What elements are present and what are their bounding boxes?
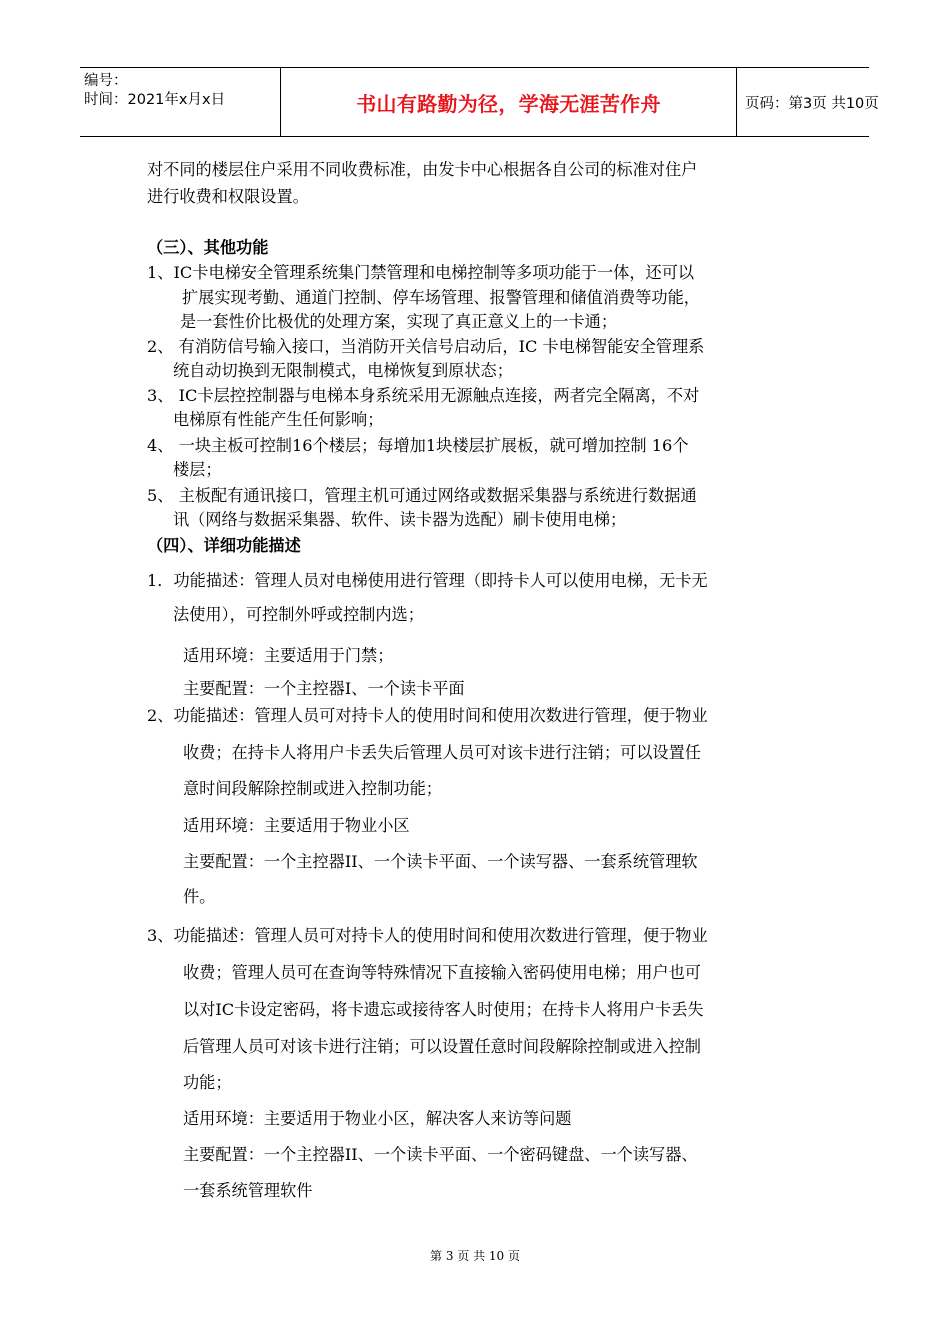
list-item-line: 3、功能描述：管理人员可对持卡人的使用时间和使用次数进行管理，便于物业 <box>147 926 708 945</box>
list-item-line: 收费；管理人员可在查询等特殊情况下直接输入密码使用电梯；用户也可 <box>183 963 701 982</box>
serial-number-label: 编号： <box>84 73 128 89</box>
paragraph-line: 对不同的楼层住户采用不同收费标准，由发卡中心根据各自公司的标准对住户 <box>147 160 698 179</box>
list-item-line: 适用环境：主要适用于门禁； <box>183 646 394 665</box>
list-item-line: 适用环境：主要适用于物业小区，解决客人来访等问题 <box>183 1109 572 1128</box>
header-meta-cell <box>80 68 280 136</box>
page-number-label: 页码：第3页 共10页 <box>745 95 879 112</box>
list-item-line: 4、 一块主板可控制16个楼层；每增加1块楼层扩展板，就可增加控制 16个 <box>147 436 689 455</box>
list-item-line: 意时间段解除控制或进入控制功能； <box>183 779 442 798</box>
list-item-line: 1．功能描述：管理人员对电梯使用进行管理（即持卡人可以使用电梯，无卡无 <box>147 571 708 590</box>
list-item-line: 2、功能描述：管理人员可对持卡人的使用时间和使用次数进行管理，便于物业 <box>147 706 708 725</box>
paragraph-line: 进行收费和权限设置。 <box>147 187 309 206</box>
list-item-line: 主要配置：一个主控器ⅠⅠ、一个读卡平面、一个密码键盘、一个读写器、 <box>183 1145 698 1164</box>
list-item-line: 件。 <box>183 887 216 906</box>
list-item-line: 是一套性价比极优的处理方案，实现了真正意义上的一卡通； <box>180 312 618 331</box>
list-item-line: 后管理人员可对该卡进行注销；可以设置任意时间段解除控制或进入控制 <box>183 1037 701 1056</box>
list-item-line: 一套系统管理软件 <box>183 1181 313 1200</box>
list-item-line: 5、 主板配有通讯接口，管理主机可通过网络或数据采集器与系统进行数据通 <box>147 486 697 505</box>
header-page-cell <box>736 68 879 136</box>
list-item-line: 3、 IC卡层控控制器与电梯本身系统采用无源触点连接，两者完全隔离，不对 <box>147 386 700 405</box>
date-label: 时间：2021年x月x日 <box>84 92 226 108</box>
section-heading-other-functions: （三）、其他功能 <box>147 238 269 257</box>
header-motto-cell <box>280 68 737 136</box>
list-item-line: 主要配置：一个主控器Ⅰ、一个读卡平面 <box>183 679 465 698</box>
list-item-line: 主要配置：一个主控器ⅠⅠ、一个读卡平面、一个读写器、一套系统管理软 <box>183 852 698 871</box>
list-item-line: 收费；在持卡人将用户卡丢失后管理人员可对该卡进行注销；可以设置任 <box>183 743 701 762</box>
list-item-line: 以对IC卡设定密码，将卡遗忘或接待客人时使用；在持卡人将用户卡丢失 <box>183 1000 704 1019</box>
list-item-line: 适用环境：主要适用于物业小区 <box>183 816 410 835</box>
page-footer: 第 3 页 共 10 页 <box>430 1249 520 1263</box>
list-item-line: 讯（网络与数据采集器、软件、读卡器为选配）刷卡使用电梯； <box>173 510 627 529</box>
section-heading-detailed-functions: （四）、详细功能描述 <box>147 536 301 555</box>
list-item-line: 扩展实现考勤、通道门控制、停车场管理、报警管理和储值消费等功能， <box>182 288 700 307</box>
list-item-line: 功能； <box>183 1073 232 1092</box>
list-item-line: 楼层； <box>173 460 222 479</box>
motto-text: 书山有路勤为径，学海无涯苦作舟 <box>356 91 661 116</box>
page-header <box>80 67 879 137</box>
list-item-line: 法使用），可控制外呼或控制内选； <box>173 605 424 624</box>
list-item-line: 电梯原有性能产生任何影响； <box>173 410 384 429</box>
list-item-line: 1、IC卡电梯安全管理系统集门禁管理和电梯控制等多项功能于一体，还可以 <box>147 263 695 282</box>
list-item-line: 2、 有消防信号输入接口，当消防开关信号启动后，IC 卡电梯智能安全管理系 <box>147 337 705 356</box>
list-item-line: 统自动切换到无限制模式，电梯恢复到原状态； <box>173 361 513 380</box>
